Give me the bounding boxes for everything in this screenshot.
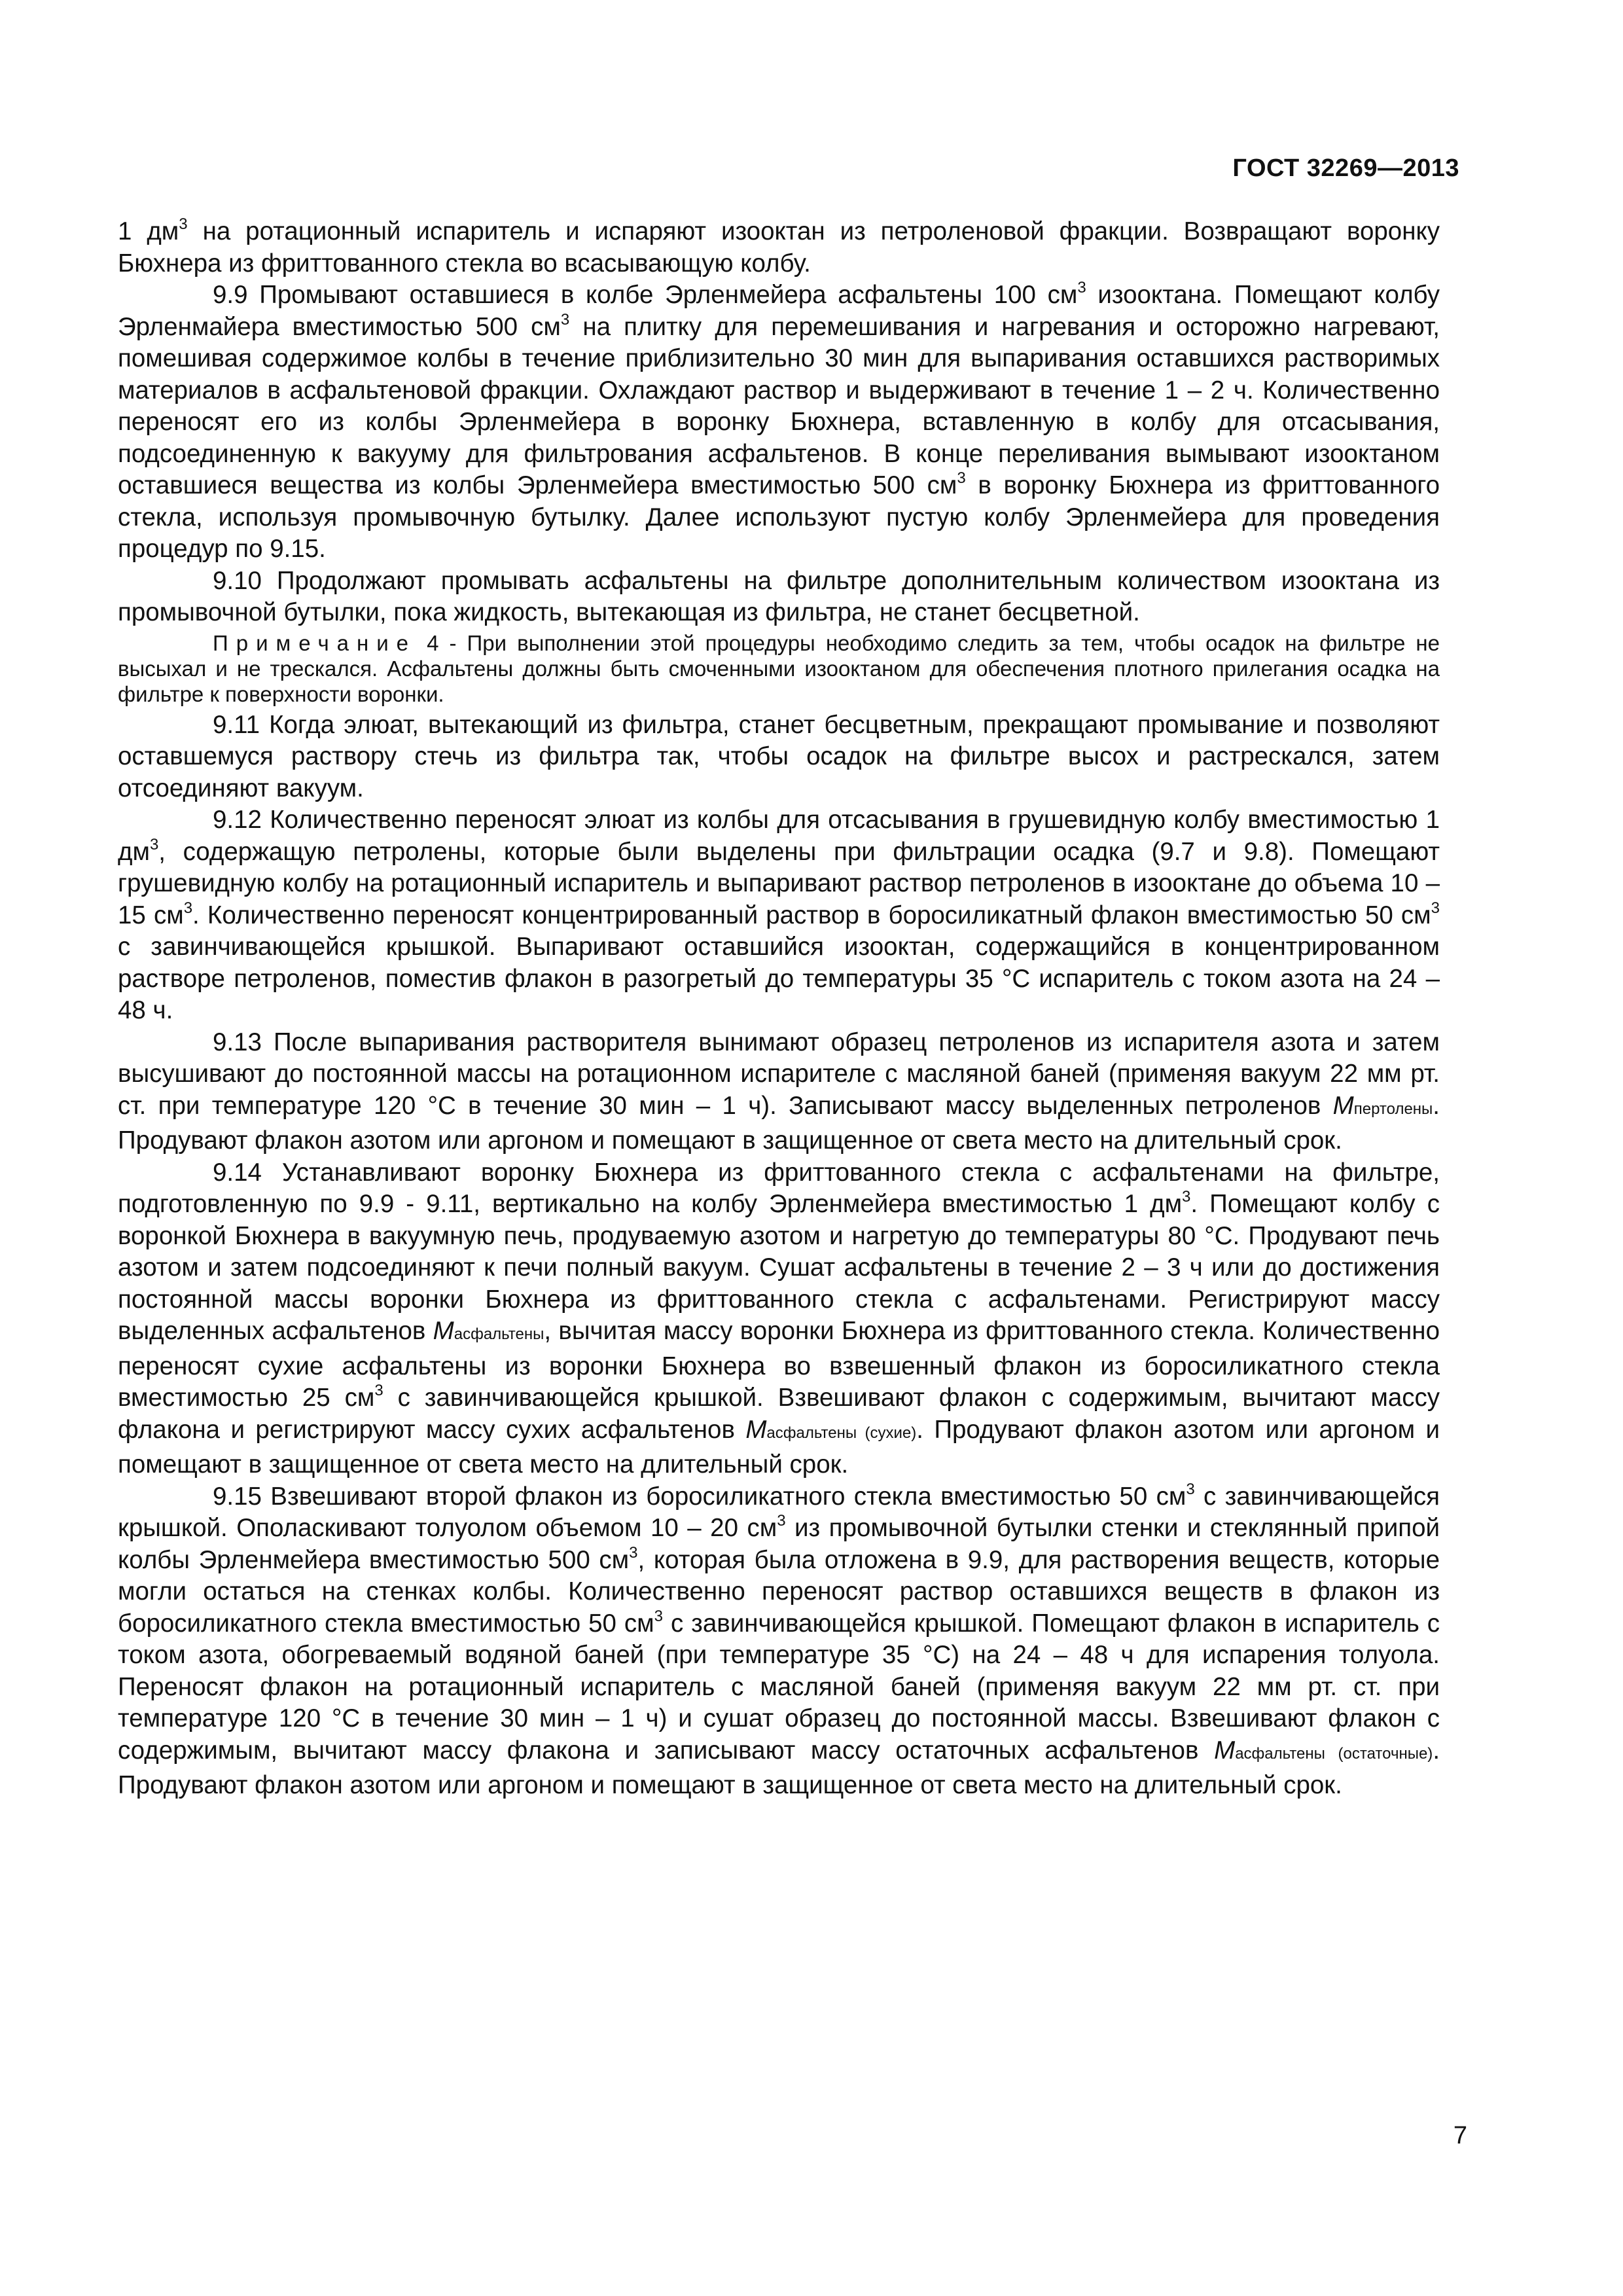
superscript: 3 — [179, 215, 188, 234]
text-fragment: . Продувают флакон азотом или аргоном и помещают в защищенное от света место на длительный срок. — [118, 1415, 1440, 1479]
text-fragment: в воронку Бюхнера из фриттованного стекла, используя промывочную бутылку. Далее используют пустую колбу Эрленмейера для проведения процедур по 9.15. — [118, 471, 1440, 563]
text-fragment: . Помещают колбу с воронкой Бюхнера в вакуумную печь, продуваемую азотом и нагретую до температуры 80 °С. Продувают печь азотом и затем подсоединяют к печи полный вакуум. Сушат асфальтены в течение 2 – 3 ч или до достижения постоянной массы воронки Бюхнера из фриттованного стекла с асфальтенами. Регистрируют массу выделенных асфальтенов — [118, 1190, 1440, 1345]
text-fragment: с завинчивающейся крышкой. Взвешивают флакон с содержимым, вычитают массу флакона и регистрируют массу сухих асфальтенов — [118, 1384, 1440, 1444]
paragraph-9-10: 9.10 Продолжают промывать асфальтены на фильтре дополнительным количеством изооктана из промывочной бутылки, пока жидкость, вытекающая из фильтра, не станет бесцветной. — [118, 566, 1440, 626]
paragraph-9-15 — [118, 1481, 1440, 1802]
superscript: 3 — [1182, 1188, 1191, 1206]
note-label: Примечание — [213, 630, 417, 655]
text-fragment: , вычитая массу воронки Бюхнера из фриттованного стекла. Количественно переносят сухие асфальтены из воронки Бюхнера во взвешенный флакон из боросиликатного стекла вместимостью 25 см — [118, 1317, 1440, 1412]
superscript: 3 — [1186, 1480, 1195, 1498]
paragraph-9-9 — [118, 279, 1440, 565]
superscript: 3 — [560, 310, 570, 329]
paragraph-9-12 — [118, 804, 1440, 1027]
text-fragment: . Количественно переносят концентрированный раствор в боросиликатный флакон вместимостью 50 см — [192, 901, 1431, 929]
text-fragment: . Продувают флакон азотом или аргоном и помещают в защищенное от света место на длительный срок. — [118, 1736, 1440, 1799]
superscript: 3 — [629, 1543, 638, 1562]
text-fragment: 9.9 Промывают оставшиеся в колбе Эрленмейера асфальтены 100 см — [213, 281, 1078, 309]
note-4 — [118, 630, 1440, 707]
text-fragment: 9.13 После выпаривания растворителя вынимают образец петроленов из испарителя азота и затем высушивают до постоянной массы на ротационном испарителе с масляной баней (применяя вакуум 22 мм рт. ст. при температуре 120 °С в течение 30 мин – 1 ч). Записывают массу выделенных петроленов — [118, 1028, 1440, 1120]
text-fragment: с завинчивающейся крышкой. Выпаривают оставшийся изооктан, содержащийся в концентрированном растворе петроленов, поместив флакон в разогретый до температуры 35 °С испаритель с током азота на 24 – 48 ч. — [118, 933, 1440, 1024]
paragraph-continuation — [118, 216, 1440, 279]
subscript: пертолены — [1353, 1100, 1433, 1118]
mass-symbol: M — [433, 1317, 454, 1345]
superscript: 3 — [777, 1512, 786, 1530]
text-fragment: изооктана. Помещают колбу Эрленмайера вместимостью 500 см — [118, 281, 1440, 341]
page-number: 7 — [1453, 2122, 1467, 2149]
document-code-header: ГОСТ 32269—2013 — [1232, 154, 1459, 182]
document-body — [118, 216, 1440, 1802]
text-fragment: , содержащую петролены, которые были выделены при фильтрации осадка (9.7 и 9.8). Помещают грушевидную колбу на ротационный испаритель и выпаривают раствор петроленов в изооктане до объема 10 – 15 см — [118, 837, 1440, 929]
text-fragment: из промывочной бутылки стенки и стеклянный припой колбы Эрленмейера вместимостью 500 см — [118, 1514, 1440, 1574]
mass-symbol: M — [1332, 1091, 1354, 1120]
text-fragment: 9.15 Взвешивают второй флакон из боросиликатного стекла вместимостью 50 см — [213, 1482, 1186, 1511]
note-text: 4 - При выполнении этой процедуры необходимо следить за тем, чтобы осадок на фильтре не высыхал и не трескался. Асфальтены должны быть смоченными изооктаном для обеспечения плотного прилегания осадка на фильтре к поверхности воронки. — [118, 630, 1440, 706]
text-fragment: 9.14 Устанавливают воронку Бюхнера из фриттованного стекла с асфальтенами на фильтре, подготовленную по 9.9 - 9.11, вертикально на колбу Эрленмейера вместимостью 1 дм — [118, 1158, 1440, 1218]
superscript: 3 — [654, 1607, 663, 1625]
paragraph-9-14 — [118, 1157, 1440, 1481]
subscript: асфальтены (остаточные) — [1235, 1744, 1433, 1763]
text-fragment: 1 дм — [118, 217, 179, 245]
paragraph-9-13 — [118, 1027, 1440, 1157]
text-fragment: 9.12 Количественно переносят элюат из колбы для отсасывания в грушевидную колбу вместимостью 1 дм — [118, 806, 1440, 866]
superscript: 3 — [374, 1382, 383, 1400]
superscript: 3 — [183, 899, 193, 917]
superscript: 3 — [1077, 279, 1086, 297]
text-fragment: , которая была отложена в 9.9, для растворения веществ, которые могли остаться на стенках колбы. Количественно переносят раствор оставшихся веществ в флакон из боросиликатного стекла вместимостью 50 см — [118, 1545, 1440, 1638]
mass-symbol: M — [745, 1415, 767, 1444]
paragraph-9-11: 9.11 Когда элюат, вытекающий из фильтра, станет бесцветным, прекращают промывание и позволяют оставшемуся раствору стечь из фильтра так, чтобы осадок на фильтре высох и растрескался, затем отсоединяют вакуум. — [118, 710, 1440, 802]
text-fragment: . Продувают флакон азотом или аргоном и помещают в защищенное от света место на длительный срок. — [118, 1091, 1440, 1155]
subscript: асфальтены (сухие) — [766, 1424, 917, 1442]
text-fragment: на плитку для перемешивания и нагревания и осторожно нагревают, помешивая содержимое колбы в течение приблизительно 30 мин для выпаривания оставшихся растворимых материалов в асфальтеновой фракции. Охлаждают раствор и выдерживают в течение 1 – 2 ч. Количественно переносят его из колбы Эрленмейера в воронку Бюхнера, вставленную в колбу для отсасывания, подсоединенную к вакууму для фильтрования асфальтенов. В конце переливания вымывают изооктаном оставшиеся вещества из колбы Эрленмейера вместимостью 500 см — [118, 312, 1440, 499]
superscript: 3 — [957, 469, 966, 488]
text-fragment: с завинчивающейся крышкой. Ополаскивают толуолом объемом 10 – 20 см — [118, 1482, 1440, 1542]
text-fragment: на ротационный испаритель и испаряют изооктан из петроленовой фракции. Возвращают воронку Бюхнера из фриттованного стекла во всасывающую колбу. — [118, 217, 1440, 278]
text-fragment: с завинчивающейся крышкой. Помещают флакон в испаритель с током азота, обогреваемый водяной баней (при температуре 35 °С) на 24 – 48 ч для испарения толуола. Переносят флакон на ротационный испаритель с масляной баней (применяя вакуум 22 мм рт. ст. при температуре 120 °С в течение 30 мин – 1 ч) и сушат образец до постоянной массы. Взвешивают флакон с содержимым, вычитают массу флакона и записывают массу остаточных асфальтенов — [118, 1609, 1440, 1765]
superscript: 3 — [149, 835, 159, 853]
mass-symbol: M — [1214, 1736, 1236, 1765]
subscript: асфальтены — [454, 1325, 544, 1343]
superscript: 3 — [1431, 899, 1440, 917]
